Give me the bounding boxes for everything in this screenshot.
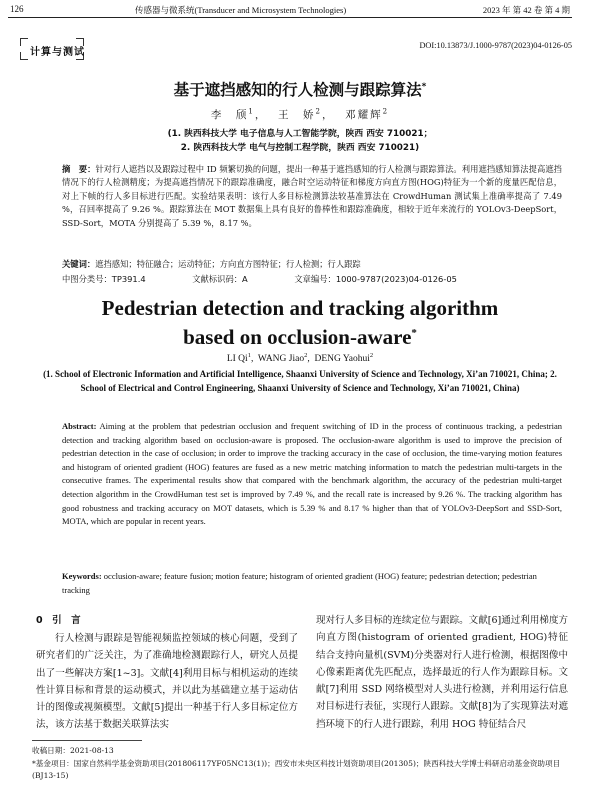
author-en-sup: 1 bbox=[247, 352, 251, 359]
author-en: DENG Yaohui bbox=[314, 354, 370, 365]
body-column-right bbox=[316, 612, 568, 733]
title-english bbox=[0, 296, 600, 350]
author-en-sup: 2 bbox=[369, 352, 374, 359]
body-paragraph: 现对行人多目标的连续定位与跟踪。文献[6]通过利用梯度方向直方图(histogram of oriented gradient, HOG)特征结合支持向量机(SVM)分类器对行人进行检测，根据图像中心像素距离优先匹配点，选择最近的行人作为跟踪目标。文献[7]利用 SSD 网络模型对人头进行检测，并利用运行信息对目标进行表征，实现行人跟踪。文献[8]为了实现算法对遮挡环境下的行人进行跟踪，利用 HOG 特征结合尺 bbox=[316, 615, 568, 730]
keywords-english bbox=[62, 570, 562, 597]
received-date: 收稿日期：2021-08-13 bbox=[32, 746, 114, 755]
fund-note: *基金项目：国家自然科学基金资助项目(201806117YF05NC13(1))；西安市未央区科技计划资助项目(201305)；陕西科技大学博士科研启动基金资助项目(BJ13-15) bbox=[32, 759, 561, 780]
classification-line bbox=[62, 273, 562, 285]
affiliation-cn-2: 2. 陕西科技大学 电气与控制工程学院，陕西 西安 710021) bbox=[180, 143, 420, 153]
document-code: 文献标识码：A bbox=[192, 274, 248, 284]
title-chinese-fund-mark: * bbox=[421, 81, 427, 92]
abstract-en-text: Aiming at the problem that pedestrian occlusion and frequent switching of ID in the process of continuous tracking, a pedestrian detection and tracking algorithm based on occlusion-aware is proposed. The occlusion-aware algorithm is used to improve the precision of pedestrian detection in the case of occlusion; in order to improve the tracking accuracy in the case of occlusion, the time-varying motion features and histogram of oriented gradient (HOG) features are fused as a new metric matching information to match the pedestrian multi-targets in the consecutive frames. The experimental results show that compared with the benchmark algorithm, the accuracy of the pedestrian multi-target detection algorithm in the CrowdHuman test set is improved by 7.49 %, and the recall rate is increased by 9.26 %. The tracking algorithm has good robustness and tracking accuracy on MOT datasets, which is 5.39 % and 8.17 % higher than that of YOLOv3-DeepSort and SSD-Sort, MOTA, which are popular in recent years. bbox=[62, 421, 562, 527]
journal-name: 传感器与微系统(Transducer and Microsystem Technologies) bbox=[135, 5, 347, 15]
author-cn: 李 颀 bbox=[210, 109, 249, 121]
authors-english: LI Qi$^1$, WANG Jiao$^2$, DENG Yaohui$^2$ bbox=[226, 352, 374, 365]
title-english-line-2: based on occlusion-aware bbox=[183, 325, 412, 349]
abstract-en-label: Abstract: bbox=[62, 421, 97, 431]
journal-issue: 2023 年 第 42 卷 第 4 期 bbox=[482, 5, 570, 15]
author-cn: 王 娇 bbox=[278, 109, 316, 121]
keywords-en-text: occlusion-aware; feature fusion; motion feature; histogram of oriented gradient (HOG) feature; pedestrian detection; pedestrian tracking bbox=[62, 571, 537, 595]
title-english-fund-mark: * bbox=[411, 327, 417, 339]
body-paragraph: 行人检测与跟踪是智能视频监控领域的核心问题，受到了研究者们的广泛关注，为了准确地检测跟踪行人，研究人员提出了一些解决方案[1~3]。文献[4]利用目标与相机运动的连续性计算目标和背景的运动模式，并以此为基础建立基于运动估计的图像或视频模型。文献[5]提出一种基于行人多目标定位方法，该方法基于数据关联算法实 bbox=[36, 633, 298, 731]
affiliations-english: (1. School of Electronic Information and Artificial Intelligence, Shaanxi University of Science and Technology, Xi’an 710021, China; 2. School of Electrical and Control Engineering, Shaanxi University of Science and Technology, Xi’an 710021, China) bbox=[43, 369, 557, 393]
article-number: 文章编号：1000-9787(2023)04-0126-05 bbox=[294, 274, 457, 284]
page-number: 126 bbox=[10, 4, 24, 14]
header-rule bbox=[8, 17, 572, 18]
author-en: LI Qi bbox=[226, 354, 248, 365]
authors-chinese: 李 颀$^1$， 王 娇$^2$， 邓耀辉$^2$ bbox=[210, 107, 390, 121]
keywords-cn-text: 遮挡感知；特征融合；运动特征；方向直方图特征；行人检测；行人跟踪 bbox=[95, 259, 361, 269]
author-cn-sup: 2 bbox=[315, 107, 322, 116]
author-cn-sup: 1 bbox=[248, 107, 255, 116]
author-cn-sup: 2 bbox=[382, 107, 390, 116]
footnote-rule bbox=[32, 740, 142, 741]
author-cn: 邓耀辉 bbox=[345, 109, 383, 121]
keywords-chinese bbox=[62, 258, 562, 270]
abstract-cn-text: 针对行人遮挡以及跟踪过程中 ID 频繁切换的问题，提出一种基于遮挡感知的行人检测与跟踪算法。利用遮挡感知算法提高遮挡情况下的行人检测精度；为提高遮挡情况下的跟踪准确度，融合时空运动特征和梯度方向直方图(HOG)特征为一个新的度量匹配信息，对上下帧的行人多目标进行匹配。实验结果表明：该行人多目标检测算法较基准算法在 CrowdHuman 测试集上准确率提高了 7.49 %，召回率提高了 9.26 %。跟踪算法在 MOT 数据集上具有良好的鲁棒性和跟踪准确度，相较于近年来流行的 YOLOv3-DeepSort，SSD-Sort，MOTA 分别提高了 5.39 %，8.17 %。 bbox=[62, 164, 562, 228]
body-column-left bbox=[36, 630, 298, 734]
keywords-en-label: Keywords: bbox=[62, 571, 102, 581]
title-chinese-text: 基于遮挡感知的行人检测与跟踪算法 bbox=[173, 81, 422, 99]
author-en-sup: 2 bbox=[304, 352, 308, 359]
abstract-chinese bbox=[62, 163, 562, 230]
section-heading-introduction: 0 引 言 bbox=[36, 615, 81, 626]
abstract-cn-label: 摘 要： bbox=[62, 164, 96, 174]
clc-number: 中图分类号：TP391.4 bbox=[62, 274, 146, 284]
author-en: WANG Jiao bbox=[257, 354, 305, 365]
doi: DOI:10.13873/J.1000-9787(2023)04-0126-05 bbox=[419, 41, 572, 50]
title-chinese bbox=[0, 78, 600, 100]
title-english-line-1: Pedestrian detection and tracking algorithm bbox=[101, 296, 499, 320]
abstract-english bbox=[62, 420, 562, 529]
keywords-cn-label: 关键词： bbox=[62, 259, 96, 269]
affiliation-cn-1: (1. 陕西科技大学 电子信息与人工智能学院，陕西 西安 710021； bbox=[167, 129, 433, 139]
section-tag: 计算与测试 bbox=[30, 47, 85, 58]
